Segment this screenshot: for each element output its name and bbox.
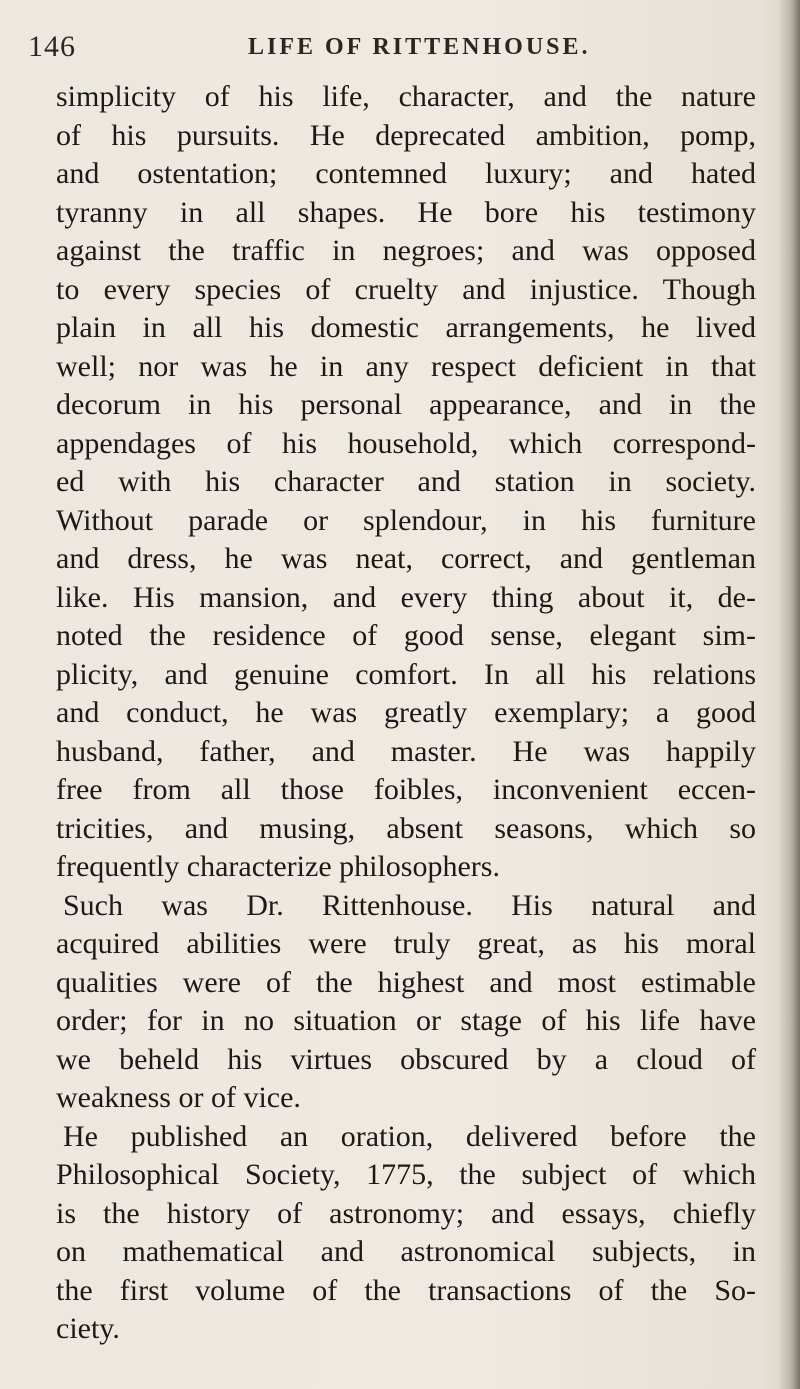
text-line: ed with his character and station in society. — [56, 465, 756, 498]
text-line: Such was Dr. Rittenhouse. His natural and — [63, 888, 756, 922]
text-line: tyranny in all shapes. He bore his testimony — [56, 195, 756, 229]
text-line: and conduct, he was greatly exemplary; a good — [56, 696, 756, 729]
text-line: free from all those foibles, inconvenient eccen- — [56, 773, 756, 806]
text-line: husband, father, and master. He was happily — [56, 734, 756, 768]
text-line: decorum in his personal appearance, and in the — [56, 388, 756, 421]
page-edge-shadow — [778, 0, 800, 1389]
text-line: of his pursuits. He deprecated ambition, pomp, — [56, 118, 756, 152]
body-text — [56, 78, 756, 1349]
text-line: Without parade or splendour, in his furniture — [56, 503, 756, 537]
text-line: like. His mansion, and every thing about it, de- — [56, 580, 756, 614]
text-line: and dress, he was neat, correct, and gentleman — [56, 542, 756, 575]
text-line: Philosophical Society, 1775, the subject of which — [56, 1158, 756, 1191]
text-line: on mathematical and astronomical subjects, in — [56, 1235, 756, 1268]
text-line: the first volume of the transactions of the So- — [56, 1273, 756, 1307]
text-line: plain in all his domestic arrangements, he lived — [56, 311, 756, 344]
text-line: ciety. — [56, 1312, 120, 1345]
text-line: to every species of cruelty and injustice. Though — [56, 272, 756, 306]
text-line: frequently characterize philosophers. — [56, 850, 500, 883]
text-line: simplicity of his life, character, and the nature — [56, 80, 756, 113]
text-line: we beheld his virtues obscured by a cloud of — [56, 1042, 756, 1076]
text-line: plicity, and genuine comfort. In all his relations — [56, 657, 756, 691]
text-line: and ostentation; contemned luxury; and hated — [56, 157, 756, 190]
text-line: He published an oration, delivered before the — [63, 1119, 756, 1153]
page-number: 146 — [28, 30, 76, 63]
text-line: qualities were of the highest and most estimable — [56, 965, 756, 999]
text-line: noted the residence of good sense, elegant sim- — [56, 619, 756, 652]
text-line: acquired abilities were truly great, as his moral — [56, 927, 756, 960]
running-head: LIFE OF RITTENHOUSE. — [248, 34, 591, 60]
text-line: well; nor was he in any respect deficient in that — [56, 349, 756, 383]
text-line: against the traffic in negroes; and was opposed — [56, 234, 756, 267]
text-line: appendages of his household, which correspond- — [56, 426, 756, 460]
text-line: tricities, and musing, absent seasons, which so — [56, 811, 756, 845]
text-line: is the history of astronomy; and essays, chiefly — [56, 1196, 756, 1230]
page-header — [28, 30, 768, 70]
text-line: order; for in no situation or stage of his life have — [56, 1004, 756, 1037]
text-line: weakness or of vice. — [56, 1081, 301, 1114]
